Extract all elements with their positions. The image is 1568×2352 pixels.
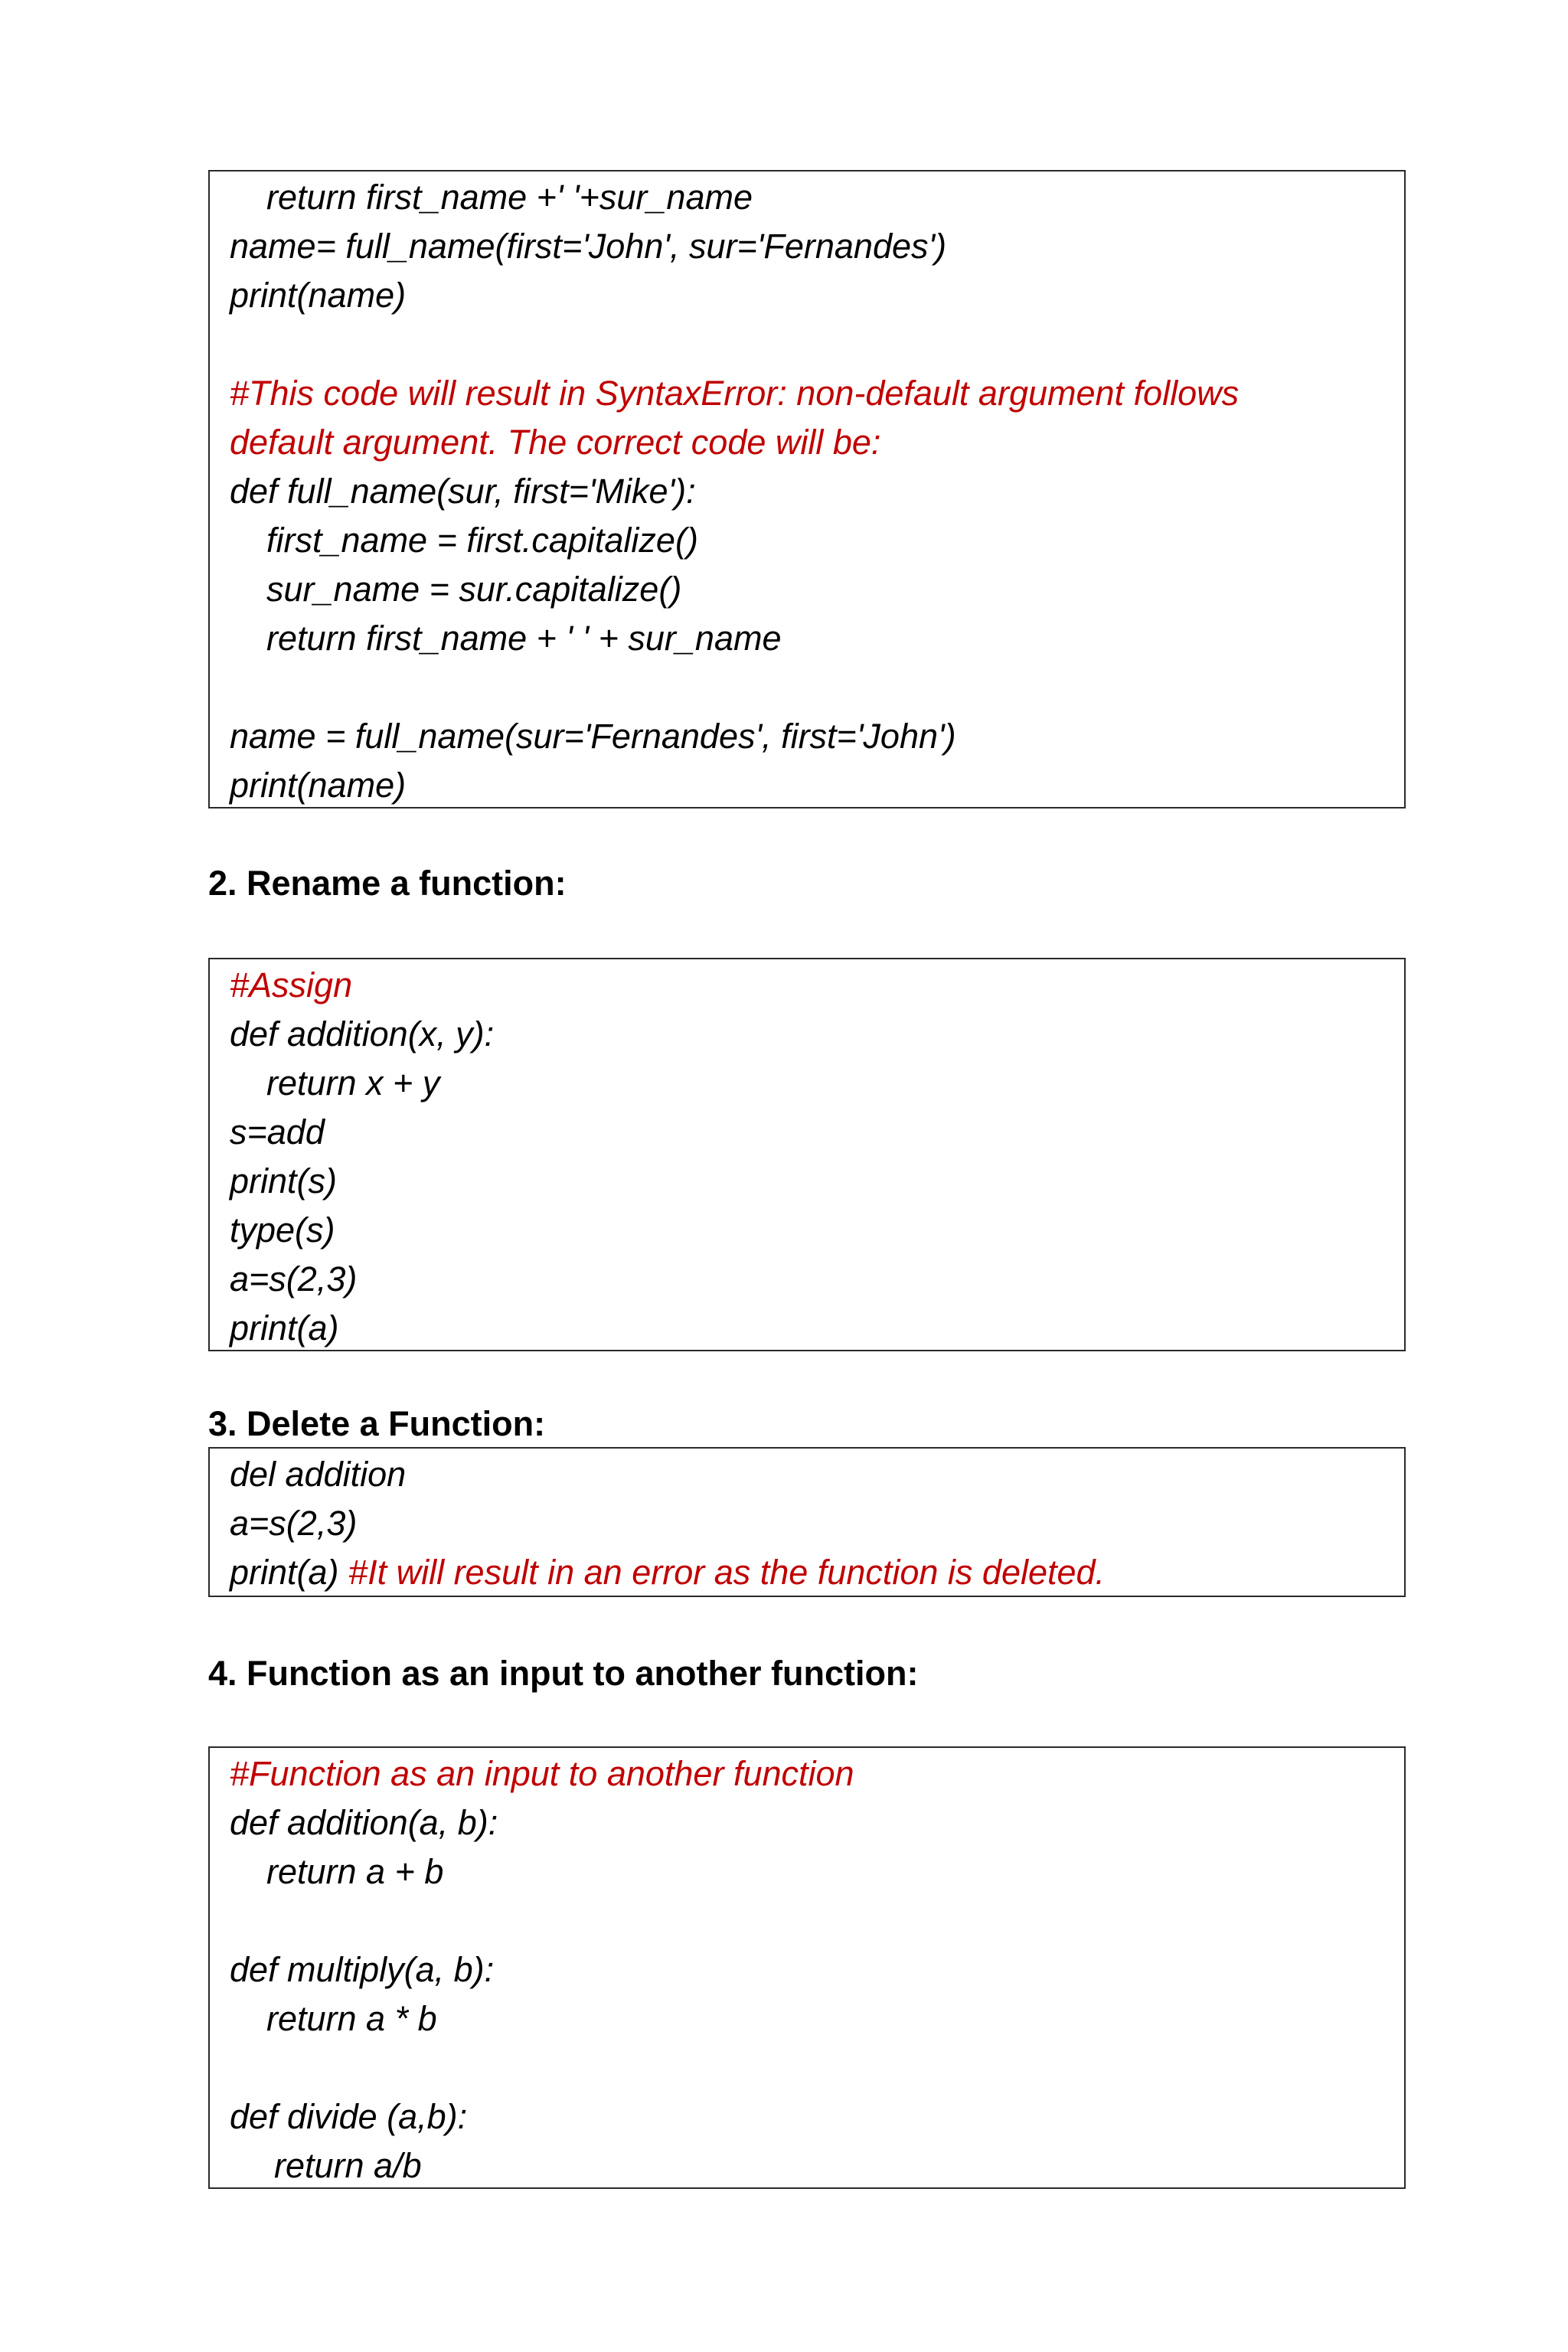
code-block-full-name (208, 170, 1406, 808)
code-line: def full_name(sur, first='Mike'): (230, 472, 696, 511)
section-heading-function-input: 4. Function as an input to another function: (208, 1654, 919, 1693)
code-line: return a + b (266, 1852, 444, 1891)
code-block-delete (208, 1447, 1406, 1597)
code-line: del addition (230, 1455, 407, 1494)
code-line: return first_name +' '+sur_name (266, 178, 753, 217)
code-blank-line (230, 320, 1404, 369)
code-line: a=s(2,3) (230, 1504, 358, 1543)
code-comment: #This code will result in SyntaxError: non-default argument follows (230, 374, 1240, 413)
code-text: print(a) (230, 1553, 349, 1592)
code-line: name = full_name(sur='Fernandes', first='John') (230, 717, 956, 756)
code-line: def addition(a, b): (230, 1803, 498, 1842)
code-blank-line (230, 2043, 1404, 2092)
code-blank-line (230, 1896, 1404, 1945)
code-line: name= full_name(first='John', sur='Fernandes') (230, 227, 947, 266)
code-line: s=add (230, 1112, 325, 1152)
code-block-function-input (208, 1746, 1406, 2189)
code-line: print(name) (230, 766, 407, 805)
code-block-rename (208, 958, 1406, 1351)
code-line: return first_name + ' ' + sur_name (266, 619, 782, 658)
code-line: def addition(x, y): (230, 1014, 495, 1054)
code-blank-line (230, 663, 1404, 712)
section-heading-rename: 2. Rename a function: (208, 864, 567, 903)
code-comment: #Assign (230, 965, 353, 1004)
code-line: return a/b (274, 2146, 422, 2185)
code-line-with-comment (230, 1548, 1404, 1597)
code-line: return x + y (266, 1063, 440, 1102)
section-heading-delete: 3. Delete a Function: (208, 1404, 546, 1443)
code-line: def multiply(a, b): (230, 1950, 495, 1989)
code-line: print(s) (230, 1161, 338, 1200)
code-line: print(a) (230, 1308, 339, 1348)
code-comment: #Function as an input to another function (230, 1754, 854, 1793)
code-line: type(s) (230, 1210, 335, 1250)
code-line: sur_name = sur.capitalize() (266, 570, 682, 609)
code-line: a=s(2,3) (230, 1259, 358, 1298)
code-line: print(name) (230, 276, 407, 315)
code-line: first_name = first.capitalize() (266, 521, 698, 560)
code-line: def divide (a,b): (230, 2097, 468, 2136)
code-line: return a * b (266, 1999, 437, 2038)
code-comment: default argument. The correct code will be: (230, 423, 881, 462)
code-inline-comment: #It will result in an error as the function is deleted. (348, 1553, 1106, 1592)
